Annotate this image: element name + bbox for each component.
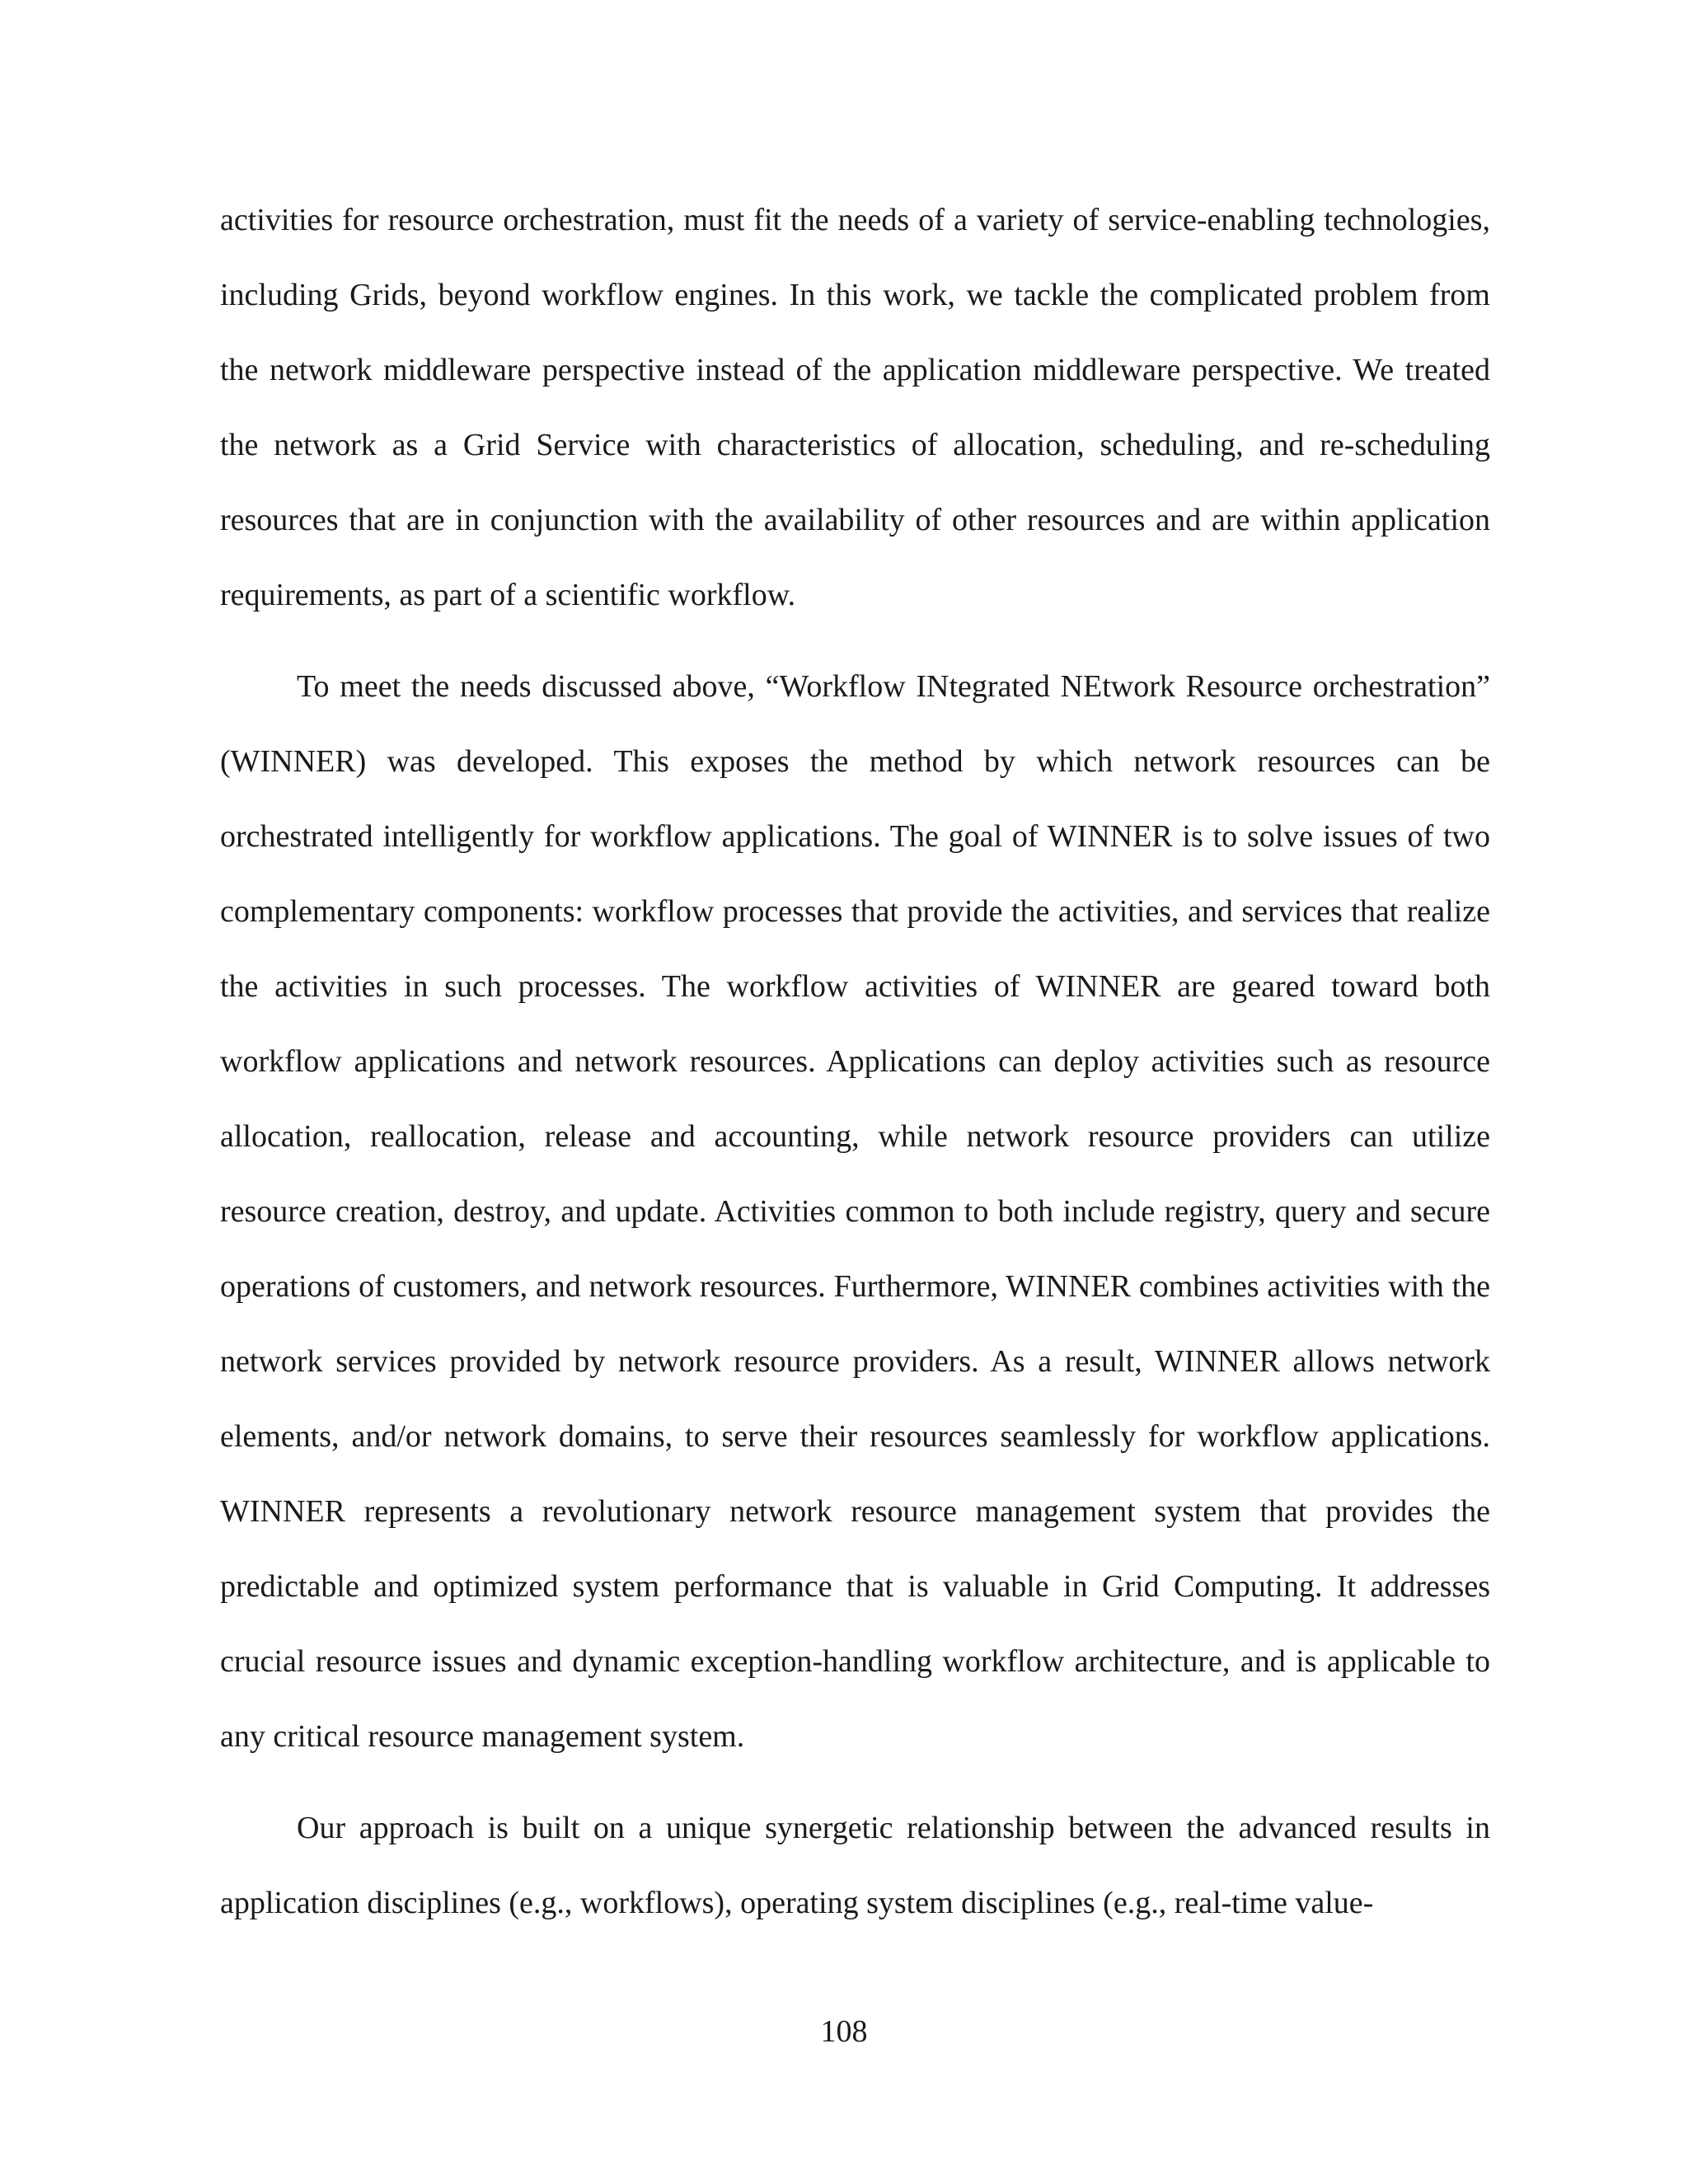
paragraph-winner-overview: To meet the needs discussed above, “Workflow INtegrated NEtwork Resource orchestration” (WINNER) was developed. This exposes the method by which network resources can be orchestrated intelligently for workflow applications. The goal of WINNER is to solve issues of two complementary components: workflow processes that provide the activities, and services that realize the activities in such processes. The workflow activities of WINNER are geared toward both workflow applications and network resources. Applications can deploy activities such as resource allocation, reallocation, release and accounting, while network resource providers can utilize resource creation, destroy, and update. Activities common to both include registry, query and secure operations of customers, and network resources. Furthermore, WINNER combines activities with the network services provided by network resource providers. As a result, WINNER allows network elements, and/or network domains, to serve their resources seamlessly for workflow applications. WINNER represents a revolutionary network resource management system that provides the predictable and optimized system performance that is valuable in Grid Computing. It addresses crucial resource issues and dynamic exception-handling workflow architecture, and is applicable to any critical resource management system. bbox=[220, 669, 1490, 1754]
body-text bbox=[220, 183, 1490, 1941]
page-number: 108 bbox=[820, 2014, 868, 2049]
paragraph-approach: Our approach is built on a unique synergetic relationship between the advanced results in application disciplines (e.g., workflows), operating system disciplines (e.g., real-time value- bbox=[220, 1811, 1490, 1920]
paragraph-continuation: activities for resource orchestration, must fit the needs of a variety of service-enabling technologies, including Grids, beyond workflow engines. In this work, we tackle the complicated problem from the network middleware perspective instead of the application middleware perspective. We treated the network as a Grid Service with characteristics of allocation, scheduling, and re-scheduling resources that are in conjunction with the availability of other resources and are within application requirements, as part of a scientific workflow. bbox=[220, 203, 1490, 612]
